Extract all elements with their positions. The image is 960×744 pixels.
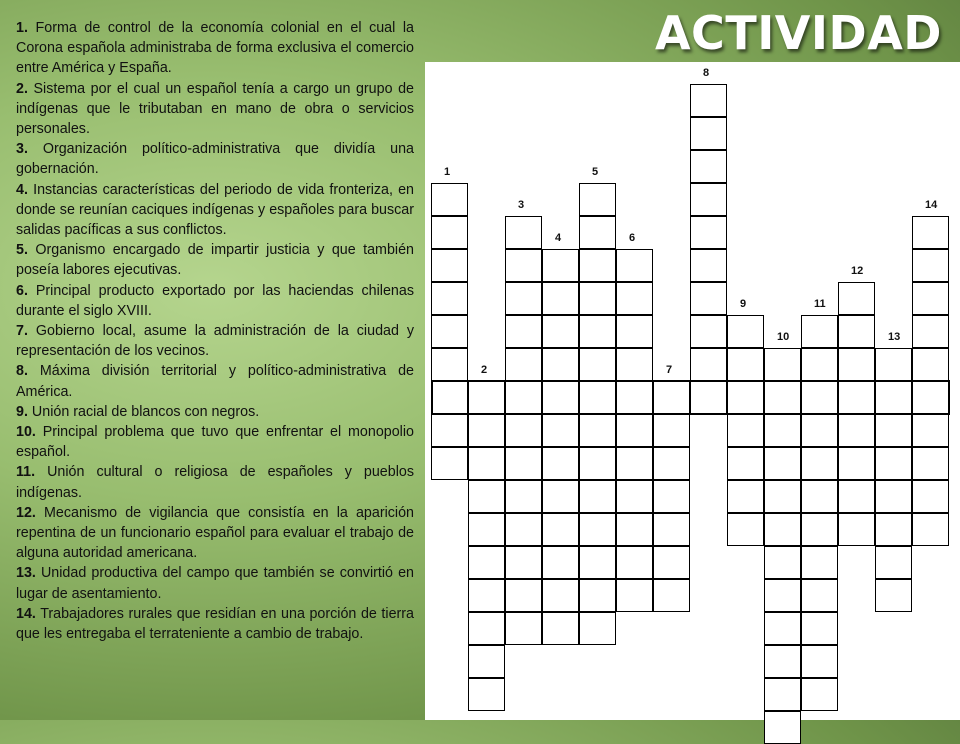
crossword-cell[interactable] <box>616 249 653 282</box>
crossword-cell[interactable] <box>801 315 838 348</box>
crossword-cell[interactable] <box>764 678 801 711</box>
clue-number: 14. <box>16 605 36 622</box>
crossword-cell[interactable] <box>764 381 801 414</box>
crossword-cell[interactable] <box>838 315 875 348</box>
crossword-cell[interactable] <box>468 414 505 447</box>
crossword-cell[interactable] <box>542 612 579 645</box>
clue-number: 10. <box>16 424 36 441</box>
crossword-cell[interactable] <box>616 282 653 315</box>
crossword-cell[interactable] <box>801 678 838 711</box>
crossword-cell[interactable] <box>690 84 727 117</box>
crossword-cell[interactable] <box>653 480 690 513</box>
crossword-cell[interactable] <box>468 513 505 546</box>
crossword-cell[interactable] <box>838 381 875 414</box>
crossword-cell[interactable] <box>431 414 468 447</box>
crossword-cell[interactable] <box>616 579 653 612</box>
crossword-cell[interactable] <box>505 513 542 546</box>
crossword-cell[interactable] <box>838 414 875 447</box>
crossword-cell[interactable] <box>690 117 727 150</box>
crossword-cell[interactable] <box>505 546 542 579</box>
crossword-cell[interactable] <box>912 480 949 513</box>
clue-number: 4. <box>16 181 28 198</box>
crossword-cell[interactable] <box>690 150 727 183</box>
grid-clue-number: 9 <box>740 298 747 310</box>
crossword-cell[interactable] <box>505 282 542 315</box>
crossword-cell[interactable] <box>690 216 727 249</box>
crossword-cell[interactable] <box>912 315 949 348</box>
clue-number: 8. <box>16 363 28 380</box>
crossword-cell[interactable] <box>616 315 653 348</box>
crossword-cell[interactable] <box>764 447 801 480</box>
crossword-cell[interactable] <box>727 447 764 480</box>
grid-clue-number: 4 <box>555 232 562 244</box>
crossword-cell[interactable] <box>764 480 801 513</box>
clue-text: Unión cultural o religiosa de españoles y pueblos indígenas. <box>16 464 414 501</box>
crossword-cell[interactable] <box>468 645 505 678</box>
crossword-cell[interactable] <box>579 348 616 381</box>
crossword-cell[interactable] <box>431 183 468 216</box>
clue-item <box>16 422 414 462</box>
crossword-cell[interactable] <box>468 612 505 645</box>
clue-text: Forma de control de la economía colonial en el cual la Corona española administraba de forma exclusiva el comercio entre América y España. <box>16 20 414 77</box>
clue-text: Trabajadores rurales que residían en una porción de tierra que les entregaba el terrateniente a cambio de trabajo. <box>16 605 414 643</box>
clue-text: Mecanismo de vigilancia que consistía en la aparición repentina de un funcionario español para evaluar el trabajo de alguna autoridad americana. <box>16 504 414 562</box>
clue-item <box>16 79 414 140</box>
crossword-cell[interactable] <box>912 447 949 480</box>
crossword-cell[interactable] <box>764 513 801 546</box>
crossword-cell[interactable] <box>912 348 949 381</box>
crossword-cell[interactable] <box>838 447 875 480</box>
crossword-cell[interactable] <box>542 315 579 348</box>
crossword-cell[interactable] <box>542 513 579 546</box>
clue-number: 13. <box>16 565 36 582</box>
crossword-cell[interactable] <box>579 414 616 447</box>
grid-clue-number: 8 <box>703 67 710 79</box>
crossword-cell[interactable] <box>801 645 838 678</box>
grid-clue-number: 2 <box>481 364 488 376</box>
crossword-cell[interactable] <box>801 612 838 645</box>
crossword-cell[interactable] <box>801 414 838 447</box>
crossword-cell[interactable] <box>431 315 468 348</box>
crossword-cell[interactable] <box>468 546 505 579</box>
crossword-cell[interactable] <box>542 249 579 282</box>
crossword-cell[interactable] <box>727 480 764 513</box>
crossword-cell[interactable] <box>579 381 616 414</box>
crossword-grid <box>425 62 960 720</box>
clue-text: Gobierno local, asume la administración de la ciudad y representación de los vecinos. <box>16 323 414 360</box>
crossword-cell[interactable] <box>505 348 542 381</box>
crossword-cell[interactable] <box>542 414 579 447</box>
crossword-cell[interactable] <box>801 447 838 480</box>
crossword-cell[interactable] <box>764 546 801 579</box>
clue-number: 12. <box>16 504 36 521</box>
grid-clue-number: 5 <box>592 166 599 178</box>
grid-clue-number: 3 <box>518 199 525 211</box>
grid-clue-number: 7 <box>666 364 673 376</box>
crossword-cell[interactable] <box>690 348 727 381</box>
crossword-cell[interactable] <box>579 612 616 645</box>
clue-item <box>16 139 414 179</box>
crossword-cell[interactable] <box>801 579 838 612</box>
crossword-cell[interactable] <box>801 381 838 414</box>
clue-number: 7. <box>16 323 28 340</box>
grid-clue-number: 6 <box>629 232 636 244</box>
crossword-cell[interactable] <box>764 579 801 612</box>
grid-clue-number: 12 <box>851 265 864 277</box>
clue-number: 11. <box>16 464 36 481</box>
grid-clue-number: 14 <box>925 199 938 211</box>
crossword-cell[interactable] <box>468 447 505 480</box>
crossword-cell[interactable] <box>875 414 912 447</box>
crossword-cell[interactable] <box>653 513 690 546</box>
crossword-cell[interactable] <box>579 546 616 579</box>
crossword-cell[interactable] <box>875 381 912 414</box>
clue-item <box>16 361 414 401</box>
crossword-cell[interactable] <box>579 579 616 612</box>
crossword-cell[interactable] <box>505 381 542 414</box>
crossword-cell[interactable] <box>764 645 801 678</box>
clue-text: Principal producto exportado por las haciendas chilenas durante el siglo XVIII. <box>16 282 414 319</box>
clue-item <box>16 180 414 241</box>
crossword-cell[interactable] <box>431 249 468 282</box>
crossword-cell[interactable] <box>653 414 690 447</box>
crossword-cell[interactable] <box>616 348 653 381</box>
clue-number: 9. <box>16 403 28 420</box>
crossword-cell[interactable] <box>616 513 653 546</box>
clue-text: Unidad productiva del campo que también se convirtió en lugar de asentamiento. <box>16 565 414 602</box>
crossword-cell[interactable] <box>801 480 838 513</box>
crossword-cell[interactable] <box>875 447 912 480</box>
clue-text: Principal problema que tuvo que enfrentar el monopolio español. <box>16 424 414 461</box>
grid-clue-number: 1 <box>444 166 451 178</box>
crossword-cell[interactable] <box>690 381 727 414</box>
crossword-cell[interactable] <box>579 447 616 480</box>
crossword-cell[interactable] <box>801 513 838 546</box>
crossword-cell[interactable] <box>838 348 875 381</box>
crossword-cell[interactable] <box>875 546 912 579</box>
clue-item <box>16 240 414 280</box>
crossword-cell[interactable] <box>875 513 912 546</box>
crossword-cell[interactable] <box>505 447 542 480</box>
clue-text: Organismo encargado de impartir justicia y que también poseía labores ejecutivas. <box>16 242 414 279</box>
crossword-cell[interactable] <box>727 381 764 414</box>
clue-item <box>16 563 414 603</box>
crossword-cell[interactable] <box>505 612 542 645</box>
clue-text: Máxima división territorial y político-administrativa de América. <box>16 363 414 400</box>
crossword-cell[interactable] <box>505 480 542 513</box>
crossword-cell[interactable] <box>468 480 505 513</box>
page-title: ACTIVIDAD <box>654 6 942 60</box>
crossword-cell[interactable] <box>542 579 579 612</box>
crossword-cell[interactable] <box>764 612 801 645</box>
crossword-cell[interactable] <box>542 381 579 414</box>
clue-text: Unión racial de blancos con negros. <box>31 403 260 420</box>
crossword-cell[interactable] <box>542 348 579 381</box>
crossword-cell[interactable] <box>801 348 838 381</box>
crossword-cell[interactable] <box>616 447 653 480</box>
crossword-cell[interactable] <box>653 546 690 579</box>
crossword-cell[interactable] <box>431 447 468 480</box>
crossword-cell[interactable] <box>579 216 616 249</box>
crossword-cell[interactable] <box>468 678 505 711</box>
crossword-cell[interactable] <box>727 315 764 348</box>
clue-number: 6. <box>16 282 28 299</box>
clue-item <box>16 18 414 79</box>
crossword-cell[interactable] <box>912 414 949 447</box>
crossword-cell[interactable] <box>727 348 764 381</box>
crossword-cell[interactable] <box>542 546 579 579</box>
crossword-cell[interactable] <box>505 579 542 612</box>
crossword-cell[interactable] <box>579 480 616 513</box>
crossword-cell[interactable] <box>690 249 727 282</box>
crossword-cell[interactable] <box>764 414 801 447</box>
crossword-cell[interactable] <box>431 348 468 381</box>
clue-number: 3. <box>16 141 28 158</box>
grid-clue-number: 11 <box>814 298 826 310</box>
crossword-cell[interactable] <box>616 414 653 447</box>
crossword-cell[interactable] <box>431 216 468 249</box>
crossword-cell[interactable] <box>727 513 764 546</box>
crossword-cell[interactable] <box>875 579 912 612</box>
clue-item <box>16 503 414 564</box>
clue-text: Instancias características del periodo de vida fronteriza, en donde se reunían caciques indígenas y españoles para buscar salidas pacíficas a sus conflictos. <box>16 181 414 239</box>
crossword-cell[interactable] <box>579 183 616 216</box>
clue-item <box>16 402 414 422</box>
crossword-cell[interactable] <box>838 513 875 546</box>
clue-item <box>16 321 414 361</box>
clue-number: 1. <box>16 20 28 36</box>
grid-clue-number: 10 <box>777 331 790 343</box>
crossword-cell[interactable] <box>505 315 542 348</box>
crossword-cell[interactable] <box>653 579 690 612</box>
crossword-cell[interactable] <box>468 381 505 414</box>
crossword-cell[interactable] <box>616 480 653 513</box>
clue-item <box>16 462 414 502</box>
crossword-cell[interactable] <box>616 381 653 414</box>
crossword-cell[interactable] <box>690 282 727 315</box>
crossword-cell[interactable] <box>505 414 542 447</box>
crossword-cell[interactable] <box>875 348 912 381</box>
crossword-cell[interactable] <box>505 216 542 249</box>
crossword-cell[interactable] <box>542 282 579 315</box>
clue-list <box>16 18 414 644</box>
crossword-cell[interactable] <box>579 282 616 315</box>
clue-number: 2. <box>16 80 28 97</box>
crossword-cell[interactable] <box>579 315 616 348</box>
crossword-cell[interactable] <box>912 381 949 414</box>
crossword-cell[interactable] <box>653 381 690 414</box>
crossword-cell[interactable] <box>912 282 949 315</box>
crossword-cell[interactable] <box>764 348 801 381</box>
crossword-cell[interactable] <box>875 480 912 513</box>
clue-item <box>16 604 414 644</box>
crossword-cell[interactable] <box>579 249 616 282</box>
clue-text: Sistema por el cual un español tenía a cargo un grupo de indígenas que le tributaban en mano de obra o servicios personales. <box>16 80 414 138</box>
crossword-cell[interactable] <box>542 480 579 513</box>
crossword-cell[interactable] <box>912 216 949 249</box>
crossword-cell[interactable] <box>431 282 468 315</box>
clue-item <box>16 281 414 321</box>
clue-number: 5. <box>16 242 28 259</box>
crossword-cell[interactable] <box>912 249 949 282</box>
crossword-cell[interactable] <box>764 711 801 744</box>
crossword-cell[interactable] <box>505 249 542 282</box>
crossword-cell[interactable] <box>616 546 653 579</box>
crossword-cell[interactable] <box>653 447 690 480</box>
crossword-cell[interactable] <box>579 513 616 546</box>
crossword-cell[interactable] <box>542 447 579 480</box>
crossword-cell[interactable] <box>801 546 838 579</box>
crossword-cell[interactable] <box>468 579 505 612</box>
crossword-cell[interactable] <box>690 183 727 216</box>
crossword-cell[interactable] <box>838 480 875 513</box>
grid-clue-number: 13 <box>888 331 901 343</box>
crossword-cell[interactable] <box>912 513 949 546</box>
crossword-cell[interactable] <box>431 381 468 414</box>
clue-text: Organización político-administrativa que dividía una gobernación. <box>16 141 414 178</box>
crossword-cell[interactable] <box>727 414 764 447</box>
crossword-cell[interactable] <box>690 315 727 348</box>
crossword-cell[interactable] <box>838 282 875 315</box>
